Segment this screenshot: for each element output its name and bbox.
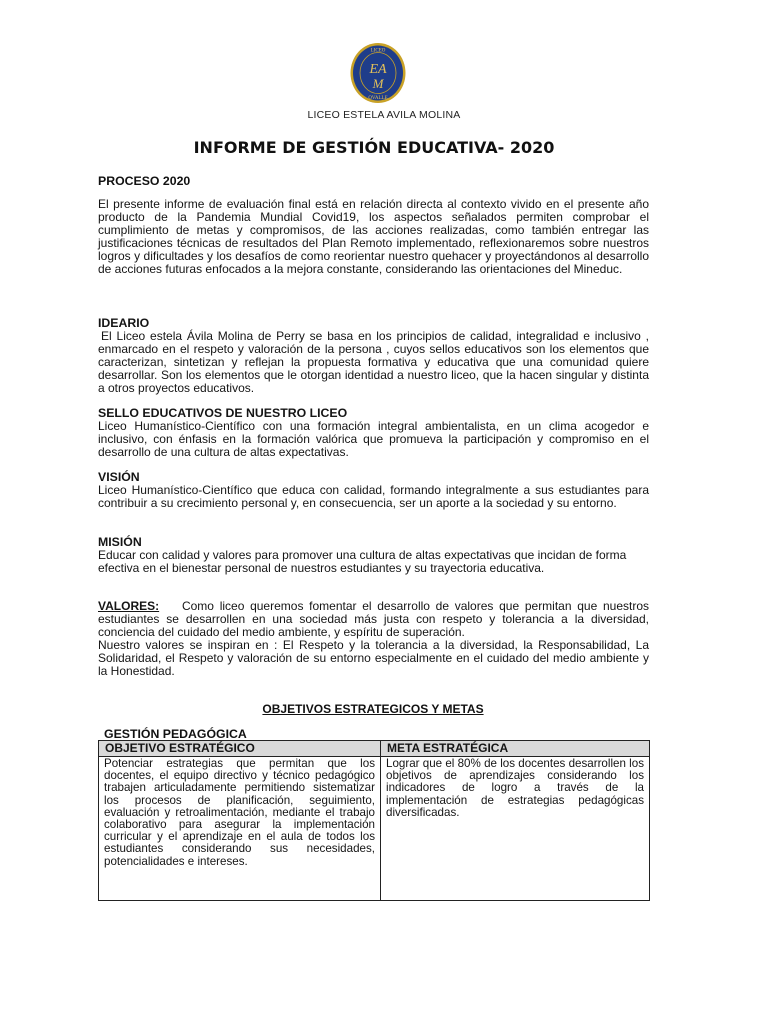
gestion-pedagogica-heading: GESTIÓN PEDAGÓGICA: [104, 727, 247, 741]
valores-section: [98, 600, 649, 677]
proceso-heading: PROCESO 2020: [98, 174, 191, 188]
vision-text: Liceo Humanístico-Científico que educa con calidad, formando integralmente a sus estudiantes para contribuir a su crecimiento personal y, en consecuencia, ser un aporte a la sociedad y su entorno.: [98, 483, 649, 510]
table-row: [99, 757, 650, 901]
mision-text: Educar con calidad y valores para promover una cultura de altas expectativas que incidan de forma efectiva en el bienestar personal de nuestros estudiantes y su trayectoria educativa.: [98, 548, 627, 575]
valores-paragraph-1: [98, 600, 649, 639]
meta-cell: Lograr que el 80% de los docentes desarrollen los objetivos de aprendizajes considerando los indicadores de logro a través de la implementación de estrategias pedagógicas diversificadas.: [381, 757, 650, 901]
school-crest-logo: [349, 42, 407, 104]
sello-text: Liceo Humanístico-Científico con una formación integral ambientalista, en un clima acogedor e inclusivo, con énfasis en la formación valórica que promueva la participación y compromiso en el desarrollo de una cultura de altas expectativas.: [98, 419, 649, 459]
logo-monogram-bottom: M: [372, 76, 384, 91]
sello-section: [98, 407, 649, 459]
ideario-section: [98, 317, 649, 395]
objetivo-cell: Potenciar estrategias que permitan que los docentes, el equipo directivo y técnico pedagógico trabajen articuladamente permitiendo sistematizar los procesos de planificación, seguimiento, evaluación y retroalimentación, mediante el trabajo colaborativo para asegurar la implementación curricular y el aprendizaje en el aula de todos los estudiantes considerando sus necesidades, potencialidades e intereses.: [99, 757, 381, 901]
valores-label: VALORES:: [98, 599, 160, 613]
mision-section: [98, 536, 649, 575]
objetivos-table: [98, 740, 650, 901]
ideario-text: El Liceo estela Ávila Molina de Perry se basa en los principios de calidad, integralidad e inclusivo , enmarcado en el respeto y valoración de la persona , cuyos sellos educativos son los elementos que caracterizan, sintetizan y reflejan la propuesta formativa y educativa que una comunidad quiere desarrollar. Son los elementos que le otorgan identidad a nuestro liceo, que la hacen singular y distinta a otros proyectos educativos.: [98, 329, 649, 395]
proceso-text: El presente informe de evaluación final está en relación directa al contexto vivido en el presente año producto de la Pandemia Mundial Covid19, los aspectos señalados permiten comprobar el cumplimiento de metas y compromisos, de las acciones realizadas, como también entregar las justificaciones técnicas de resultados del Plan Remoto implementado, reflexionaremos sobre nuestros logros y dificultades y los desafíos de como reorientar nuestro quehacer y proyectándonos al desarrollo de acciones futuras enfocados a la mejora constante, considerando las orientaciones del Mineduc.: [98, 197, 649, 276]
sello-heading: SELLO EDUCATIVOS DE NUESTRO LICEO: [98, 406, 348, 420]
logo-monogram-top: EA: [369, 62, 387, 77]
document-title: INFORME DE GESTIÓN EDUCATIVA- 2020: [193, 138, 555, 157]
header-objetivo: OBJETIVO ESTRATÉGICO: [99, 741, 381, 757]
vision-section: [98, 471, 649, 510]
table-header-row: [99, 741, 650, 757]
logo-bottom-text: OVALLE: [368, 96, 388, 101]
ideario-heading: IDEARIO: [98, 316, 150, 330]
objetivos-title: OBJETIVOS ESTRATEGICOS Y METAS: [262, 702, 484, 716]
mision-heading: MISIÓN: [98, 535, 142, 549]
proceso-section: [98, 198, 649, 275]
header-meta: META ESTRATÉGICA: [381, 741, 650, 757]
school-name: LICEO ESTELA AVILA MOLINA: [307, 109, 461, 121]
valores-text-2: Nuestro valores se inspiran en : El Respeto y la tolerancia a la diversidad, la Responsabilidad, La Solidaridad, el Respeto y valoración de su entorno especialmente en el cuidado del medio ambiente y la Honestidad.: [98, 637, 649, 678]
valores-text-1: Como liceo queremos fomentar el desarrollo de valores que permitan que nuestros estudiantes se desarrollen en una sociedad más justa con respeto y tolerancia a la diversidad, conciencia del cuidado del medio ambiente, y espíritu de superación.: [98, 599, 649, 639]
vision-heading: VISIÓN: [98, 470, 140, 484]
logo-top-text: LICEO: [370, 48, 386, 54]
